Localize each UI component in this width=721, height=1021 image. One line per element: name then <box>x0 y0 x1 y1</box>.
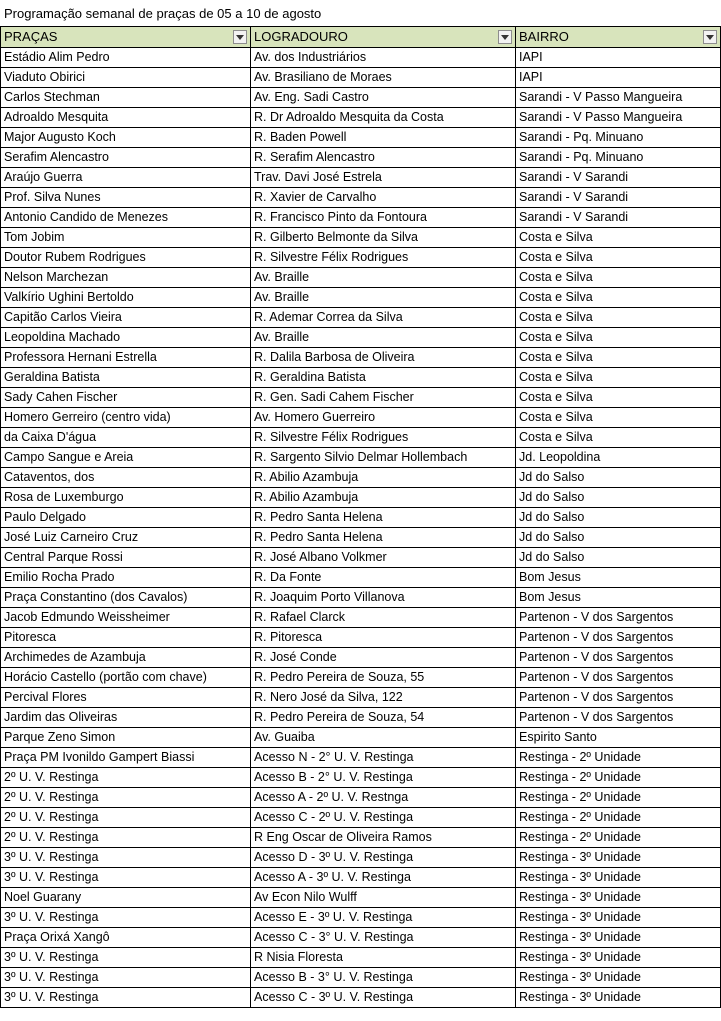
logradouro-cell[interactable]: Acesso E - 3º U. V. Restinga <box>251 908 516 928</box>
bairro-cell[interactable]: Costa e Silva <box>516 268 721 288</box>
logradouro-cell[interactable]: Trav. Davi José Estrela <box>251 168 516 188</box>
table-row <box>1 608 721 628</box>
table-row <box>1 648 721 668</box>
bairro-cell[interactable]: Restinga - 3º Unidade <box>516 868 721 888</box>
table-row <box>1 508 721 528</box>
logradouro-cell[interactable]: R. Baden Powell <box>251 128 516 148</box>
header-row <box>1 27 721 48</box>
table-row <box>1 88 721 108</box>
header-pracas[interactable] <box>1 27 251 48</box>
logradouro-cell[interactable]: R. Dalila Barbosa de Oliveira <box>251 348 516 368</box>
praca-cell[interactable]: Leopoldina Machado <box>1 328 251 348</box>
logradouro-cell[interactable]: Av. Eng. Sadi Castro <box>251 88 516 108</box>
bairro-cell[interactable]: Restinga - 3º Unidade <box>516 888 721 908</box>
bairro-cell[interactable]: IAPI <box>516 48 721 68</box>
logradouro-cell[interactable]: Acesso C - 3° U. V. Restinga <box>251 928 516 948</box>
logradouro-cell[interactable]: R. Pedro Pereira de Souza, 54 <box>251 708 516 728</box>
logradouro-cell[interactable]: Acesso A - 3º U. V. Restinga <box>251 868 516 888</box>
table-row <box>1 928 721 948</box>
bairro-cell[interactable]: Bom Jesus <box>516 568 721 588</box>
bairro-cell[interactable]: Costa e Silva <box>516 408 721 428</box>
bairro-cell[interactable]: Partenon - V dos Sargentos <box>516 668 721 688</box>
praca-cell[interactable]: Nelson Marchezan <box>1 268 251 288</box>
bairro-cell[interactable]: Partenon - V dos Sargentos <box>516 708 721 728</box>
table-row <box>1 768 721 788</box>
bairro-cell[interactable]: Partenon - V dos Sargentos <box>516 608 721 628</box>
table-row <box>1 468 721 488</box>
logradouro-cell[interactable]: R. Pitoresca <box>251 628 516 648</box>
table-row <box>1 948 721 968</box>
praca-cell[interactable]: Estádio Alim Pedro <box>1 48 251 68</box>
logradouro-cell[interactable]: R. Abilio Azambuja <box>251 468 516 488</box>
logradouro-cell[interactable]: Acesso B - 2° U. V. Restinga <box>251 768 516 788</box>
bairro-cell[interactable]: Costa e Silva <box>516 308 721 328</box>
logradouro-cell[interactable]: R. José Conde <box>251 648 516 668</box>
dropdown-arrow-icon <box>236 35 244 40</box>
dropdown-arrow-icon <box>706 35 714 40</box>
header-label: BAIRRO <box>519 29 569 44</box>
header-logradouro[interactable] <box>251 27 516 48</box>
header-label: PRAÇAS <box>4 29 58 44</box>
logradouro-cell[interactable]: Av. Brasiliano de Moraes <box>251 68 516 88</box>
bairro-cell[interactable]: Partenon - V dos Sargentos <box>516 628 721 648</box>
bairro-cell[interactable]: Restinga - 2º Unidade <box>516 768 721 788</box>
praca-cell[interactable]: Horácio Castello (portão com chave) <box>1 668 251 688</box>
logradouro-cell[interactable]: R Nisia Floresta <box>251 948 516 968</box>
logradouro-cell[interactable]: Acesso B - 3° U. V. Restinga <box>251 968 516 988</box>
logradouro-cell[interactable]: R. Francisco Pinto da Fontoura <box>251 208 516 228</box>
praca-cell[interactable]: 2º U. V. Restinga <box>1 768 251 788</box>
bairro-cell[interactable]: Sarandi - V Passo Mangueira <box>516 88 721 108</box>
logradouro-cell[interactable]: R. Dr Adroaldo Mesquita da Costa <box>251 108 516 128</box>
praca-cell[interactable]: 3º U. V. Restinga <box>1 968 251 988</box>
bairro-cell[interactable]: Partenon - V dos Sargentos <box>516 648 721 668</box>
bairro-cell[interactable]: Restinga - 2º Unidade <box>516 788 721 808</box>
sheet-title[interactable]: Programação semanal de praças de 05 a 10 de agosto <box>4 6 322 21</box>
table-row <box>1 68 721 88</box>
logradouro-cell[interactable]: R. Nero José da Silva, 122 <box>251 688 516 708</box>
praca-cell[interactable]: Antonio Candido de Menezes <box>1 208 251 228</box>
praca-cell[interactable]: Valkírio Ughini Bertoldo <box>1 288 251 308</box>
logradouro-cell[interactable]: R. Joaquim Porto Villanova <box>251 588 516 608</box>
praca-cell[interactable]: Rosa de Luxemburgo <box>1 488 251 508</box>
table-row <box>1 668 721 688</box>
table-row <box>1 148 721 168</box>
praca-cell[interactable]: 2º U. V. Restinga <box>1 808 251 828</box>
praca-cell[interactable]: Prof. Silva Nunes <box>1 188 251 208</box>
logradouro-cell[interactable]: R. Silvestre Félix Rodrigues <box>251 428 516 448</box>
logradouro-cell[interactable]: R. Pedro Santa Helena <box>251 508 516 528</box>
praca-cell[interactable]: Sady Cahen Fischer <box>1 388 251 408</box>
logradouro-cell[interactable]: Av Econ Nilo Wulff <box>251 888 516 908</box>
bairro-cell[interactable]: Sarandi - V Sarandi <box>516 208 721 228</box>
praca-cell[interactable]: Serafim Alencastro <box>1 148 251 168</box>
praca-cell[interactable]: Viaduto Obirici <box>1 68 251 88</box>
filter-dropdown-button[interactable] <box>233 30 247 44</box>
table-row <box>1 388 721 408</box>
table-row <box>1 788 721 808</box>
table-row <box>1 168 721 188</box>
logradouro-cell[interactable]: Av. dos Industriários <box>251 48 516 68</box>
praca-cell[interactable]: Paulo Delgado <box>1 508 251 528</box>
praca-cell[interactable]: Major Augusto Koch <box>1 128 251 148</box>
bairro-cell[interactable]: Espirito Santo <box>516 728 721 748</box>
bairro-cell[interactable]: IAPI <box>516 68 721 88</box>
table-row <box>1 188 721 208</box>
logradouro-cell[interactable]: Av. Homero Guerreiro <box>251 408 516 428</box>
table-row <box>1 248 721 268</box>
praca-cell[interactable]: 3º U. V. Restinga <box>1 948 251 968</box>
logradouro-cell[interactable]: R. Serafim Alencastro <box>251 148 516 168</box>
table-row <box>1 268 721 288</box>
bairro-cell[interactable]: Restinga - 3º Unidade <box>516 908 721 928</box>
table-row <box>1 528 721 548</box>
table-row <box>1 988 721 1008</box>
logradouro-cell[interactable]: R. Gilberto Belmonte da Silva <box>251 228 516 248</box>
bairro-cell[interactable]: Costa e Silva <box>516 328 721 348</box>
logradouro-cell[interactable]: R. Pedro Santa Helena <box>251 528 516 548</box>
bairro-cell[interactable]: Restinga - 3º Unidade <box>516 928 721 948</box>
bairro-cell[interactable]: Restinga - 2º Unidade <box>516 828 721 848</box>
praca-cell[interactable]: Araújo Guerra <box>1 168 251 188</box>
bairro-cell[interactable]: Costa e Silva <box>516 428 721 448</box>
logradouro-cell[interactable]: Av. Braille <box>251 328 516 348</box>
data-table <box>0 26 721 1008</box>
table-row <box>1 968 721 988</box>
logradouro-cell[interactable]: R. Geraldina Batista <box>251 368 516 388</box>
table-row <box>1 588 721 608</box>
logradouro-cell[interactable]: R. Xavier de Carvalho <box>251 188 516 208</box>
praca-cell[interactable]: Noel Guarany <box>1 888 251 908</box>
praca-cell[interactable]: Cataventos, dos <box>1 468 251 488</box>
bairro-cell[interactable]: Jd do Salso <box>516 488 721 508</box>
table-row <box>1 848 721 868</box>
table-row <box>1 708 721 728</box>
logradouro-cell[interactable]: Acesso N - 2° U. V. Restinga <box>251 748 516 768</box>
praca-cell[interactable]: Geraldina Batista <box>1 368 251 388</box>
praca-cell[interactable]: Praça Orixá Xangô <box>1 928 251 948</box>
bairro-cell[interactable]: Restinga - 3º Unidade <box>516 848 721 868</box>
praca-cell[interactable]: Central Parque Rossi <box>1 548 251 568</box>
logradouro-cell[interactable]: R. Gen. Sadi Cahem Fischer <box>251 388 516 408</box>
table-row <box>1 748 721 768</box>
praca-cell[interactable]: Praça PM Ivonildo Gampert Biassi <box>1 748 251 768</box>
table-row <box>1 568 721 588</box>
bairro-cell[interactable]: Restinga - 3º Unidade <box>516 948 721 968</box>
table-row <box>1 548 721 568</box>
header-label: LOGRADOURO <box>254 29 348 44</box>
table-row <box>1 868 721 888</box>
header-bairro[interactable] <box>516 27 721 48</box>
table-body <box>1 48 721 1008</box>
bairro-cell[interactable]: Costa e Silva <box>516 288 721 308</box>
logradouro-cell[interactable]: R. Rafael Clarck <box>251 608 516 628</box>
table-row <box>1 308 721 328</box>
bairro-cell[interactable]: Sarandi - Pq. Minuano <box>516 128 721 148</box>
praca-cell[interactable]: Praça Constantino (dos Cavalos) <box>1 588 251 608</box>
praca-cell[interactable]: Jacob Edmundo Weissheimer <box>1 608 251 628</box>
praca-cell[interactable]: Doutor Rubem Rodrigues <box>1 248 251 268</box>
logradouro-cell[interactable]: R Eng Oscar de Oliveira Ramos <box>251 828 516 848</box>
logradouro-cell[interactable]: Av. Braille <box>251 288 516 308</box>
praca-cell[interactable]: Emilio Rocha Prado <box>1 568 251 588</box>
praca-cell[interactable]: 2º U. V. Restinga <box>1 828 251 848</box>
praca-cell[interactable]: Tom Jobim <box>1 228 251 248</box>
table-row <box>1 328 721 348</box>
bairro-cell[interactable]: Restinga - 2º Unidade <box>516 808 721 828</box>
bairro-cell[interactable]: Restinga - 3º Unidade <box>516 968 721 988</box>
praca-cell[interactable]: Campo Sangue e Areia <box>1 448 251 468</box>
logradouro-cell[interactable]: R. Silvestre Félix Rodrigues <box>251 248 516 268</box>
table-row <box>1 808 721 828</box>
table-row <box>1 108 721 128</box>
bairro-cell[interactable]: Jd do Salso <box>516 528 721 548</box>
logradouro-cell[interactable]: Acesso C - 2º U. V. Restinga <box>251 808 516 828</box>
bairro-cell[interactable]: Costa e Silva <box>516 388 721 408</box>
table-row <box>1 888 721 908</box>
praca-cell[interactable]: Carlos Stechman <box>1 88 251 108</box>
logradouro-cell[interactable]: Acesso D - 3º U. V. Restinga <box>251 848 516 868</box>
bairro-cell[interactable]: Restinga - 3º Unidade <box>516 988 721 1008</box>
table-row <box>1 828 721 848</box>
bairro-cell[interactable]: Jd. Leopoldina <box>516 448 721 468</box>
table-row <box>1 688 721 708</box>
bairro-cell[interactable]: Restinga - 2º Unidade <box>516 748 721 768</box>
praca-cell[interactable]: Homero Gerreiro (centro vida) <box>1 408 251 428</box>
bairro-cell[interactable]: Costa e Silva <box>516 228 721 248</box>
logradouro-cell[interactable]: Acesso C - 3º U. V. Restinga <box>251 988 516 1008</box>
praca-cell[interactable]: Archimedes de Azambuja <box>1 648 251 668</box>
bairro-cell[interactable]: Bom Jesus <box>516 588 721 608</box>
praca-cell[interactable]: Parque Zeno Simon <box>1 728 251 748</box>
logradouro-cell[interactable]: R. Ademar Correa da Silva <box>251 308 516 328</box>
logradouro-cell[interactable]: R. Abilio Azambuja <box>251 488 516 508</box>
logradouro-cell[interactable]: Av. Braille <box>251 268 516 288</box>
bairro-cell[interactable]: Costa e Silva <box>516 348 721 368</box>
logradouro-cell[interactable]: R. Pedro Pereira de Souza, 55 <box>251 668 516 688</box>
table-row <box>1 408 721 428</box>
praca-cell[interactable]: Pitoresca <box>1 628 251 648</box>
table-row <box>1 908 721 928</box>
table-row <box>1 348 721 368</box>
filter-dropdown-button[interactable] <box>703 30 717 44</box>
praca-cell[interactable]: José Luiz Carneiro Cruz <box>1 528 251 548</box>
bairro-cell[interactable]: Jd do Salso <box>516 468 721 488</box>
table-row <box>1 208 721 228</box>
table-row <box>1 228 721 248</box>
table-row <box>1 128 721 148</box>
praca-cell[interactable]: 3º U. V. Restinga <box>1 868 251 888</box>
praca-cell[interactable]: 2º U. V. Restinga <box>1 788 251 808</box>
praca-cell[interactable]: Capitão Carlos Vieira <box>1 308 251 328</box>
praca-cell[interactable]: Professora Hernani Estrella <box>1 348 251 368</box>
bairro-cell[interactable]: Sarandi - V Sarandi <box>516 188 721 208</box>
table-row <box>1 288 721 308</box>
filter-dropdown-button[interactable] <box>498 30 512 44</box>
table-row <box>1 368 721 388</box>
praca-cell[interactable]: 3º U. V. Restinga <box>1 908 251 928</box>
table-row <box>1 628 721 648</box>
table-row <box>1 448 721 468</box>
logradouro-cell[interactable]: R. Sargento Silvio Delmar Hollembach <box>251 448 516 468</box>
bairro-cell[interactable]: Jd do Salso <box>516 548 721 568</box>
praca-cell[interactable]: 3º U. V. Restinga <box>1 988 251 1008</box>
bairro-cell[interactable]: Costa e Silva <box>516 248 721 268</box>
bairro-cell[interactable]: Jd do Salso <box>516 508 721 528</box>
bairro-cell[interactable]: Sarandi - V Sarandi <box>516 168 721 188</box>
praca-cell[interactable]: Adroaldo Mesquita <box>1 108 251 128</box>
table-row <box>1 728 721 748</box>
praca-cell[interactable]: da Caixa D'água <box>1 428 251 448</box>
bairro-cell[interactable]: Partenon - V dos Sargentos <box>516 688 721 708</box>
table-row <box>1 48 721 68</box>
bairro-cell[interactable]: Sarandi - V Passo Mangueira <box>516 108 721 128</box>
table-row <box>1 488 721 508</box>
logradouro-cell[interactable]: R. José Albano Volkmer <box>251 548 516 568</box>
bairro-cell[interactable]: Sarandi - Pq. Minuano <box>516 148 721 168</box>
dropdown-arrow-icon <box>501 35 509 40</box>
logradouro-cell[interactable]: Acesso A - 2º U. V. Restnga <box>251 788 516 808</box>
logradouro-cell[interactable]: Av. Guaiba <box>251 728 516 748</box>
praca-cell[interactable]: Jardim das Oliveiras <box>1 708 251 728</box>
praca-cell[interactable]: 3º U. V. Restinga <box>1 848 251 868</box>
logradouro-cell[interactable]: R. Da Fonte <box>251 568 516 588</box>
praca-cell[interactable]: Percival Flores <box>1 688 251 708</box>
table-row <box>1 428 721 448</box>
bairro-cell[interactable]: Costa e Silva <box>516 368 721 388</box>
